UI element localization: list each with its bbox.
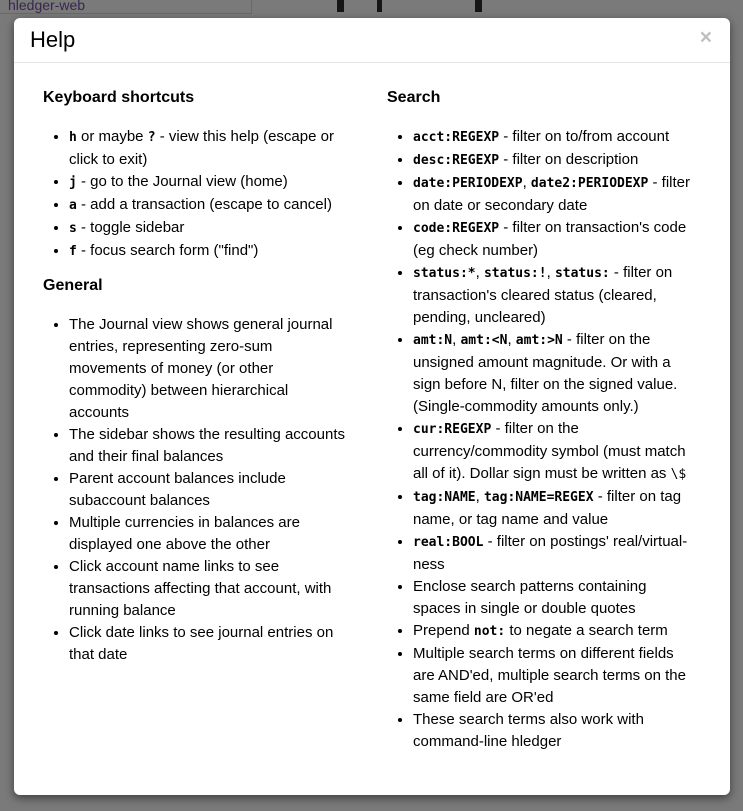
code-term: ? (147, 130, 156, 145)
help-list-item: • date:PERIODEXP, date2:PERIODEXP - filter on date or secondary date (413, 172, 701, 217)
modal-title: Help (30, 27, 76, 52)
section-heading: Search (387, 89, 441, 106)
section-heading: Keyboard shortcuts (43, 89, 195, 106)
code-term: tag:NAME (413, 490, 476, 505)
close-button[interactable] (696, 25, 716, 50)
close-icon: × (699, 26, 712, 49)
code-term: a (69, 198, 77, 213)
hledger-web-link[interactable]: hledger-web (8, 0, 86, 13)
help-list-item: • The sidebar shows the resulting accounts and their final balances (69, 424, 352, 468)
code-term: status:! (483, 266, 547, 281)
help-list-item: • Enclose search patterns containing spaces in single or double quotes (413, 576, 701, 620)
help-list-item: • Prepend not: to negate a search term (413, 620, 701, 643)
modal-header (14, 18, 730, 63)
code-term: amt:>N (515, 333, 563, 348)
code-term: tag:NAME=REGEX (483, 490, 594, 505)
help-list (43, 126, 352, 263)
help-column-right (372, 75, 716, 766)
code-term: f (69, 244, 77, 259)
code-term: code:REGEXP (413, 221, 500, 236)
help-list (387, 126, 701, 753)
help-list-item: • j - go to the Journal view (home) (69, 171, 352, 194)
background-table-border (0, 13, 252, 14)
help-list-item: • s - toggle sidebar (69, 217, 352, 240)
code-term: real:BOOL (413, 535, 484, 550)
code-term: date:PERIODEXP (413, 176, 523, 191)
help-list-item: • code:REGEXP - filter on transaction's code (eg check number) (413, 217, 701, 262)
background-page (0, 0, 743, 18)
mono-term: \$ (670, 467, 687, 482)
background-column-divider (251, 0, 252, 14)
modal-body (14, 63, 730, 776)
code-term: s (69, 221, 77, 236)
code-term: desc:REGEXP (413, 153, 500, 168)
section-heading: General (43, 277, 103, 294)
help-list (43, 314, 352, 666)
code-term: date2:PERIODEXP (530, 176, 649, 191)
help-list-item: • h or maybe ? - view this help (escape or click to exit) (69, 126, 352, 171)
code-term: amt:N (413, 333, 453, 348)
code-term: j (69, 175, 77, 190)
help-list-item: • amt:N, amt:<N, amt:>N - filter on the unsigned amount magnitude. Or with a sign before N, filter on the signed value. (Single-commodity amounts only.) (413, 329, 701, 418)
help-list-item: • Click account name links to see transactions affecting that account, with running balance (69, 556, 352, 622)
help-list-item: • f - focus search form ("find") (69, 240, 352, 263)
help-list-item: • Parent account balances include subaccount balances (69, 468, 352, 512)
background-heading-fragment (377, 0, 382, 12)
help-modal (14, 18, 730, 795)
background-heading-fragment (475, 0, 482, 12)
help-list-item: • tag:NAME, tag:NAME=REGEX - filter on tag name, or tag name and value (413, 486, 701, 531)
help-list-item: • Click date links to see journal entries on that date (69, 622, 352, 666)
help-column-left (28, 75, 372, 679)
help-list-item: • desc:REGEXP - filter on description (413, 149, 701, 172)
help-list-item: • cur:REGEXP - filter on the currency/commodity symbol (must match all of it). Dollar sign must be written as \$ (413, 418, 701, 486)
code-term: h (69, 130, 77, 145)
help-list-item: • Multiple search terms on different fields are AND'ed, multiple search terms on the same field are OR'ed (413, 643, 701, 709)
help-list-item: • acct:REGEXP - filter on to/from account (413, 126, 701, 149)
code-term: status: (554, 266, 610, 281)
code-term: cur:REGEXP (413, 422, 492, 437)
code-term: amt:<N (460, 333, 508, 348)
help-list-item: • Multiple currencies in balances are displayed one above the other (69, 512, 352, 556)
code-term: acct:REGEXP (413, 130, 500, 145)
help-list-item: • real:BOOL - filter on postings' real/virtual-ness (413, 531, 701, 576)
code-term: not: (473, 624, 506, 639)
background-heading-fragment (337, 0, 344, 12)
help-list-item: • status:*, status:!, status: - filter on transaction's cleared status (cleared, pending, uncleared) (413, 262, 701, 329)
code-term: status:* (413, 266, 476, 281)
help-list-item: • a - add a transaction (escape to cancel) (69, 194, 352, 217)
help-list-item: • The Journal view shows general journal entries, representing zero-sum movements of money (or other commodity) between hierarchical accounts (69, 314, 352, 424)
help-list-item: • These search terms also work with command-line hledger (413, 709, 701, 753)
